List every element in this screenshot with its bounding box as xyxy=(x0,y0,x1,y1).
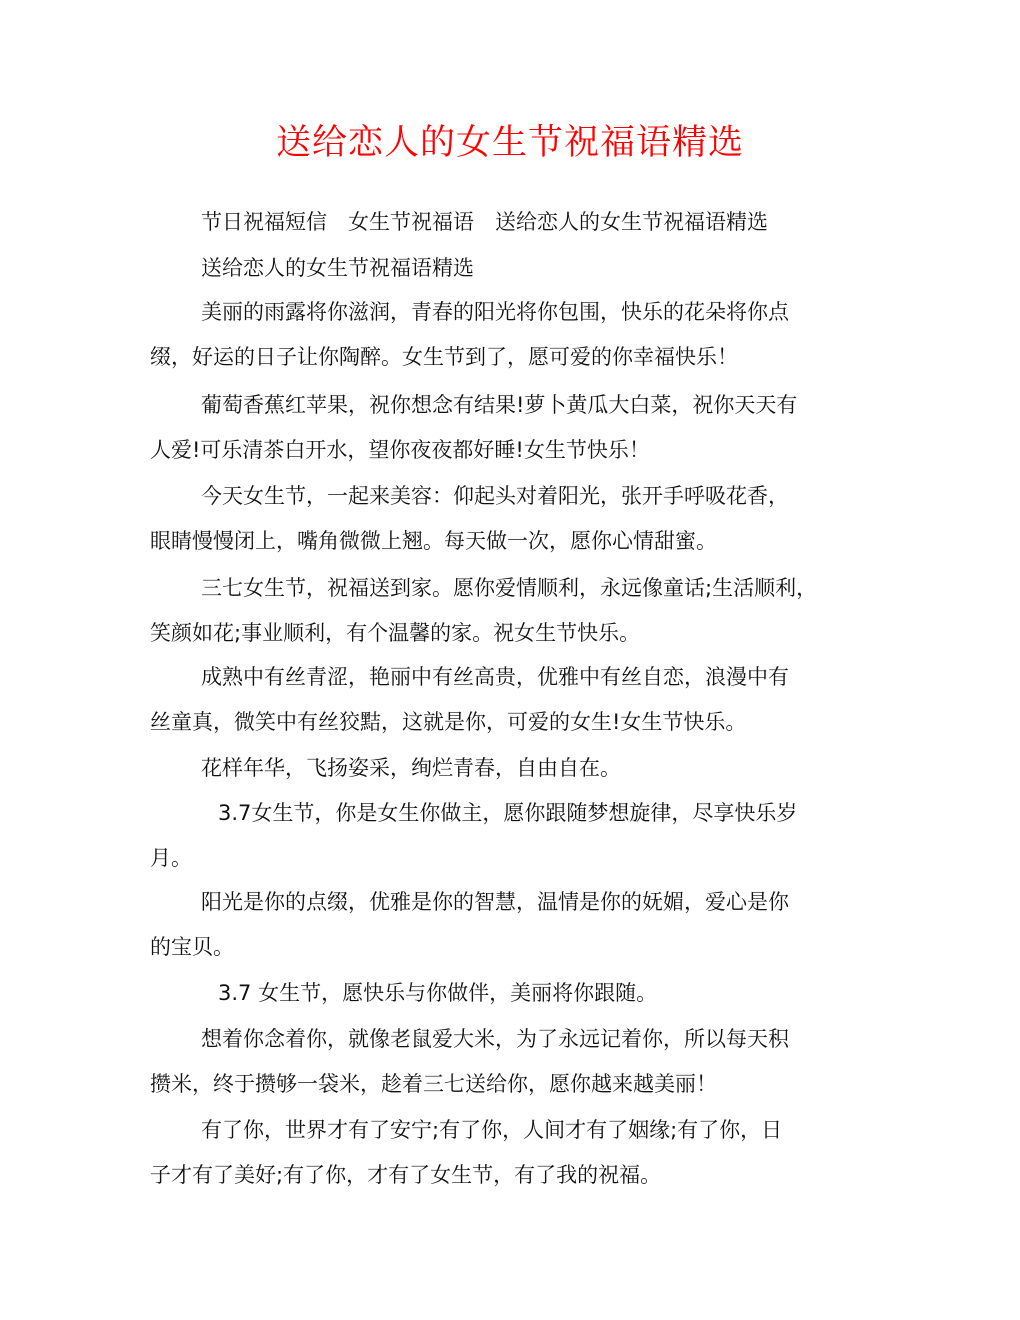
paragraph-4-line-2: 笑颜如花;事业顺利，有个温馨的家。祝女生节快乐。 xyxy=(150,621,641,645)
paragraph-10-line-2: 攒米，终于攒够一袋米，趁着三七送给你，愿你越来越美丽！ xyxy=(150,1072,717,1096)
paragraph-5-line-1: 成熟中有丝青涩，艳丽中有丝高贵，优雅中有丝自恋，浪漫中有 xyxy=(201,665,789,689)
paragraph-6-line-1: 花样年华，飞扬姿采，绚烂青春，自由自在。 xyxy=(201,756,621,780)
paragraph-8-line-2: 的宝贝。 xyxy=(150,935,234,959)
document-title: 送给恋人的女生节祝福语精选 xyxy=(275,123,744,163)
paragraph-3-line-1: 今天女生节，一起来美容：仰起头对着阳光，张开手呼吸花香， xyxy=(201,484,789,508)
paragraph-1-line-2: 缀，好运的日子让你陶醉。女生节到了，愿可爱的你幸福快乐！ xyxy=(150,345,738,369)
paragraph-9-line-1: 3.7 女生节，愿快乐与你做伴，美丽将你跟随。 xyxy=(218,981,658,1005)
paragraph-3-line-2: 眼睛慢慢闭上，嘴角微微上翘。每天做一次，愿你心情甜蜜。 xyxy=(150,529,717,553)
paragraph-5-line-2: 丝童真，微笑中有丝狡黠，这就是你，可爱的女生!女生节快乐。 xyxy=(150,710,747,734)
paragraph-7-line-1: 3.7女生节，你是女生你做主，愿你跟随梦想旋律，尽享快乐岁 xyxy=(218,801,798,825)
subtitle: 送给恋人的女生节祝福语精选 xyxy=(201,256,474,280)
paragraph-2-line-2: 人爱!可乐清茶白开水，望你夜夜都好睡!女生节快乐！ xyxy=(150,438,650,462)
paragraph-8-line-1: 阳光是你的点缀，优雅是你的智慧，温情是你的妩媚，爱心是你 xyxy=(201,890,789,914)
paragraph-10-line-1: 想着你念着你，就像老鼠爱大米，为了永远记着你，所以每天积 xyxy=(201,1027,789,1051)
paragraph-11-line-2: 子才有了美好;有了你，才有了女生节，有了我的祝福。 xyxy=(150,1163,662,1187)
paragraph-1-line-1: 美丽的雨露将你滋润，青春的阳光将你包围，快乐的花朵将你点 xyxy=(201,300,789,324)
paragraph-2-line-1: 葡萄香蕉红苹果，祝你想念有结果!萝卜黄瓜大白菜，祝你天天有 xyxy=(201,393,798,417)
paragraph-11-line-1: 有了你，世界才有了安宁;有了你，人间才有了姻缘;有了你，日 xyxy=(201,1118,783,1142)
paragraph-7-line-2: 月。 xyxy=(150,846,192,870)
paragraph-4-line-1: 三七女生节，祝福送到家。愿你爱情顺利，永远像童话;生活顺利， xyxy=(201,576,818,600)
breadcrumb: 节日祝福短信 女生节祝福语 送给恋人的女生节祝福语精选 xyxy=(201,210,768,234)
